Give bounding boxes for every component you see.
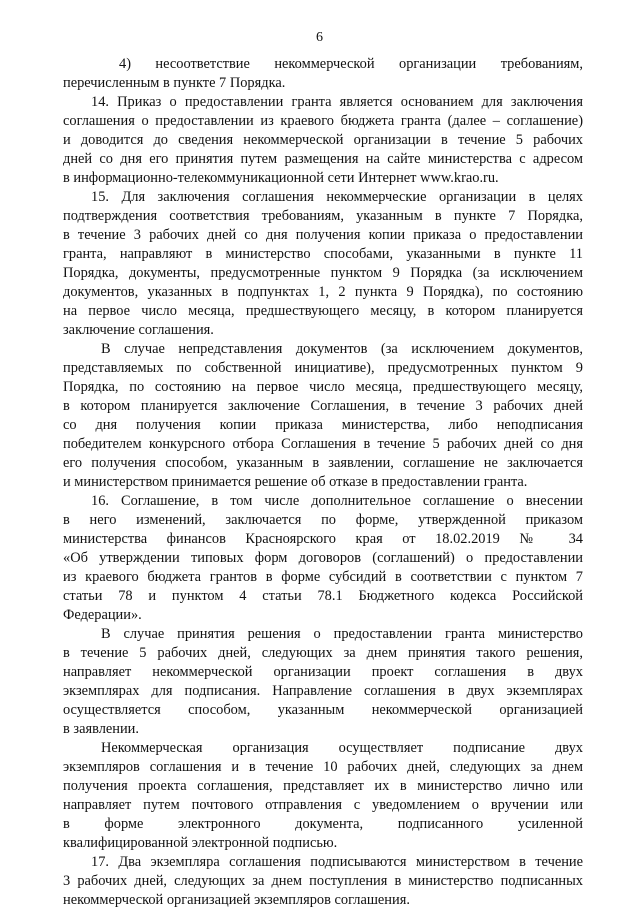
text-line: в заявлении.: [63, 721, 139, 737]
text-line: 15. Для заключения соглашения некоммерческие организации в целях: [91, 189, 583, 205]
text-line: министерства финансов Красноярского края от 18.02.2019 № 34: [63, 531, 583, 547]
text-line: Федерации».: [63, 607, 142, 623]
text-line: «Об утверждении типовых форм договоров (соглашений) о предоставлении: [63, 550, 583, 566]
text-line: 16. Соглашение, в том числе дополнительное соглашение о внесении: [91, 493, 583, 509]
text-line: на первое число месяца, предшествующего месяцу, в котором планируется: [63, 303, 583, 319]
text-line: его получения способом, указанным в заявлении, соглашение не заключается: [63, 455, 583, 471]
text-line: Порядка, документы, предусмотренные пунктом 9 Порядка (за исключением: [63, 265, 583, 281]
text-line: статьи 78 и пунктом 4 статьи 78.1 Бюджетного кодекса Российской: [63, 588, 583, 604]
text-line: в течение 3 рабочих дней со дня получения копии приказа о предоставлении: [63, 227, 583, 243]
text-line: 14. Приказ о предоставлении гранта является основанием для заключения: [91, 94, 583, 110]
text-line: В случае принятия решения о предоставлении гранта министерство: [101, 626, 583, 642]
text-line: в него изменений, заключается по форме, утвержденной приказом: [63, 512, 583, 528]
text-line: Порядка, по состоянию на первое число месяца, предшествующего месяцу,: [63, 379, 583, 395]
document-body: [63, 55, 583, 910]
text-line: гранта, направляют в министерство способами, указанными в пункте 11: [63, 246, 583, 262]
text-line: в котором планируется заключение Соглашения, в течение 3 рабочих дней: [63, 398, 583, 414]
text-line: некоммерческой организацией экземпляров соглашения.: [63, 892, 410, 908]
text-line: со дня получения копии приказа министерства, либо неподписания: [63, 417, 583, 433]
text-line: В случае непредставления документов (за исключением документов,: [101, 341, 583, 357]
text-line: 3 рабочих дней, следующих за днем поступления в министерство подписанных: [63, 873, 583, 889]
text-line: осуществляется способом, указанным некоммерческой организацией: [63, 702, 583, 718]
text-line: экземпляров соглашения и в течение 10 рабочих дней, следующих за днем: [63, 759, 583, 775]
text-line: перечисленным в пункте 7 Порядка.: [63, 75, 286, 91]
text-line: и министерством принимается решение об отказе в предоставлении гранта.: [63, 474, 528, 490]
text-line: соглашения о предоставлении из краевого бюджета гранта (далее – соглашение): [63, 113, 583, 129]
text-line: в течение 5 рабочих дней, следующих за днем принятия такого решения,: [63, 645, 583, 661]
text-line: победителем конкурсного отбора Соглашения в течение 5 рабочих дней со дня: [63, 436, 583, 452]
text-line: Некоммерческая организация осуществляет подписание двух: [101, 740, 583, 756]
text-line: получения проекта соглашения, представляет их в министерство лично или: [63, 778, 583, 794]
text-line: квалифицированной электронной подписью.: [63, 835, 338, 851]
text-line: в информационно-телекоммуникационной сети Интернет www.krao.ru.: [63, 170, 499, 186]
text-line: подтверждения соответствия требованиям, указанным в пункте 7 Порядка,: [63, 208, 583, 224]
text-line: в форме электронного документа, подписанного усиленной: [63, 816, 583, 832]
text-line: направляет путем почтового отправления с уведомлением о вручении или: [63, 797, 583, 813]
text-line: 4) несоответствие некоммерческой организации требованиям,: [119, 56, 583, 72]
page-number: 6: [316, 30, 323, 45]
text-line: заключение соглашения.: [63, 322, 214, 338]
text-line: из краевого бюджета грантов в форме субсидий в соответствии с пунктом 7: [63, 569, 583, 585]
text-line: 17. Два экземпляра соглашения подписываются министерством в течение: [91, 854, 583, 870]
text-line: дней со дня его принятия путем размещения на сайте министерства с адресом: [63, 151, 583, 167]
text-line: направляет некоммерческой организации проект соглашения в двух: [63, 664, 583, 680]
text-line: документов, указанных в подпунктах 1, 2 пункта 9 Порядка), по состоянию: [63, 284, 583, 300]
text-line: представляемых по собственной инициативе), предусмотренных пунктом 9: [63, 360, 583, 376]
text-line: экземплярах для подписания. Направление соглашения в двух экземплярах: [63, 683, 583, 699]
text-line: и доводится до сведения некоммерческой организации в течение 5 рабочих: [63, 132, 583, 148]
